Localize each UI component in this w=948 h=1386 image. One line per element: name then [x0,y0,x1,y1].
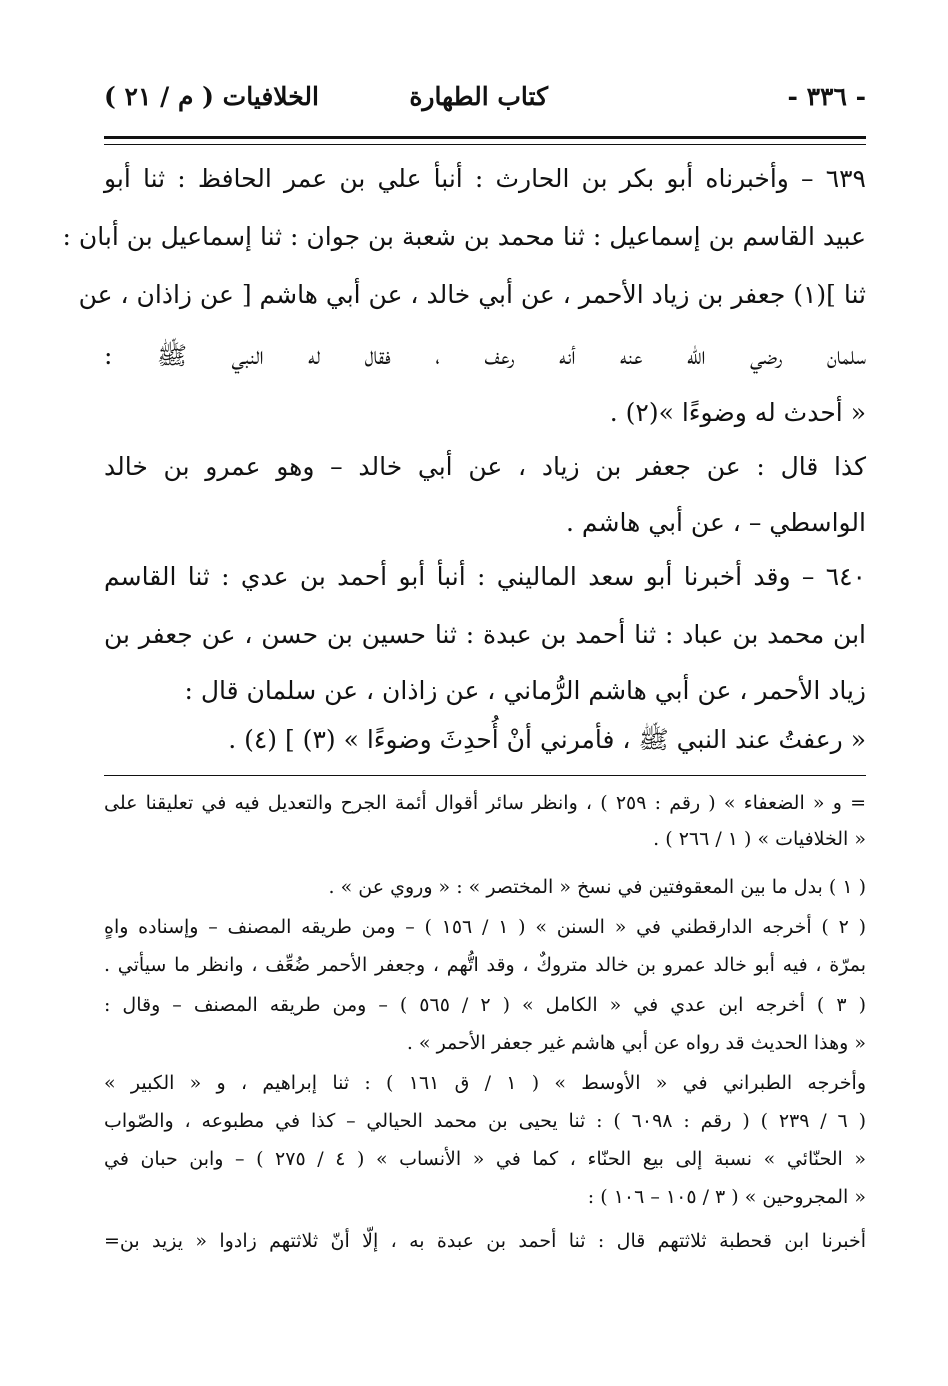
header-rule-thick [104,136,866,139]
text-line: عبيد القاسم بن إسماعيل : ثنا محمد بن شعبة بن جوان : ثنا إسماعيل بن أبان : [62,222,866,251]
text-line: ثنا ](١) جعفر بن زياد الأحمر ، عن أبي خالد ، عن أبي هاشم [ عن زاذان ، عن [78,280,866,309]
text-line: ٦٤٠ – وقد أخبرنا أبو سعد الماليني : أنبأ أبو أحمد بن عدي : ثنا القاسم [104,562,866,591]
footnote-line: ( ١ ) بدل ما بين المعقوفتين في نسخ « المختصر » : « وروي عن » . [328,876,866,898]
text-line: كذا قال : عن جعفر بن زياد ، عن أبي خالد – وهو عمرو بن خالد [104,452,866,481]
book-title: كتاب الطهارة [409,82,548,111]
footnote-line: « الخلافيات » ( ١ / ٢٦٦ ) . [653,828,866,850]
footnote-line: = و « الضعفاء » ( رقم : ٢٥٩ ) ، وانظر سائر أقوال أئمة الجرح والتعديل فيه في تعليقنا على [104,792,866,814]
footnote-separator [104,775,866,776]
footnote-line: « وهذا الحديث قد رواه عن أبي هاشم غير جعفر الأحمر » . [406,1032,866,1054]
running-header [104,82,866,122]
header-rule-thin [104,144,866,145]
text-line: « أحدث له وضوءًا »(٢) . [609,398,866,427]
footnote-line: أخبرنا ابن قحطبة ثلاثتهم قال : ثنا أحمد بن عبدة به ، إلّا أنّ ثلاثتهم زادوا « يزيد بن= [104,1230,866,1252]
footnote-line: ( ٦ / ٢٣٩ ) ( رقم : ٦٠٩٨ ) : ثنا يحيى بن محمد الحيالي – كذا في مطبوعه ، والصّواب [104,1110,867,1132]
footnote-line: بمرّة ، فيه أبو خالد عمرو بن خالد متروكٌ ، وقد اتُّهم ، وجعفر الأحمر ضُعِّف ، وانظر ما سيأتي . [104,954,866,976]
footnote-line: ( ٢ ) أخرجه الدارقطني في « السنن » ( ١ / ١٥٦ ) – ومن طريقه المصنف – وإسناده واهٍ [104,916,866,938]
chapter-reference: الخلافيات ( م / ٢١ ) [104,82,319,111]
text-line: ٦٣٩ – وأخبرناه أبو بكر بن الحارث : أنبأ علي بن عمر الحافظ : ثنا أبو [104,164,866,193]
footnote-line: « المجروحين » ( ٣ / ١٠٥ – ١٠٦ ) : [587,1186,866,1208]
text-line: الواسطي – ، عن أبي هاشم . [566,508,866,537]
text-line: سلمان رضي الله عنه أنه رعف ، فقال له النبي ﷺ : [104,341,866,370]
footnote-line: « الحنّائي » نسبة إلى بيع الحنّاء ، كما في « الأنساب » ( ٤ / ٢٧٥ ) – وابن حبان في [104,1148,866,1170]
text-line: « رعفتُ عند النبي ﷺ ، فأمرني أنْ أُحدِثَ وضوءًا » (٣) ] (٤) . [228,725,866,754]
text-line: ابن محمد بن عباد : ثنا أحمد بن عبدة : ثنا حسين بن حسن ، عن جعفر بن [104,620,866,649]
text-line: زياد الأحمر ، عن أبي هاشم الرُّماني ، عن زاذان ، عن سلمان قال : [184,676,866,705]
page-number: - ٣٣٦ - [787,82,866,111]
footnote-line: وأخرجه الطبراني في « الأوسط » ( ١ / ق ١٦١ ) : ثنا إبراهيم ، و « الكبير » [104,1072,867,1094]
footnote-line: ( ٣ ) أخرجه ابن عدي في « الكامل » ( ٢ / ٥٦٥ ) – ومن طريقه المصنف – وقال : [104,994,867,1016]
